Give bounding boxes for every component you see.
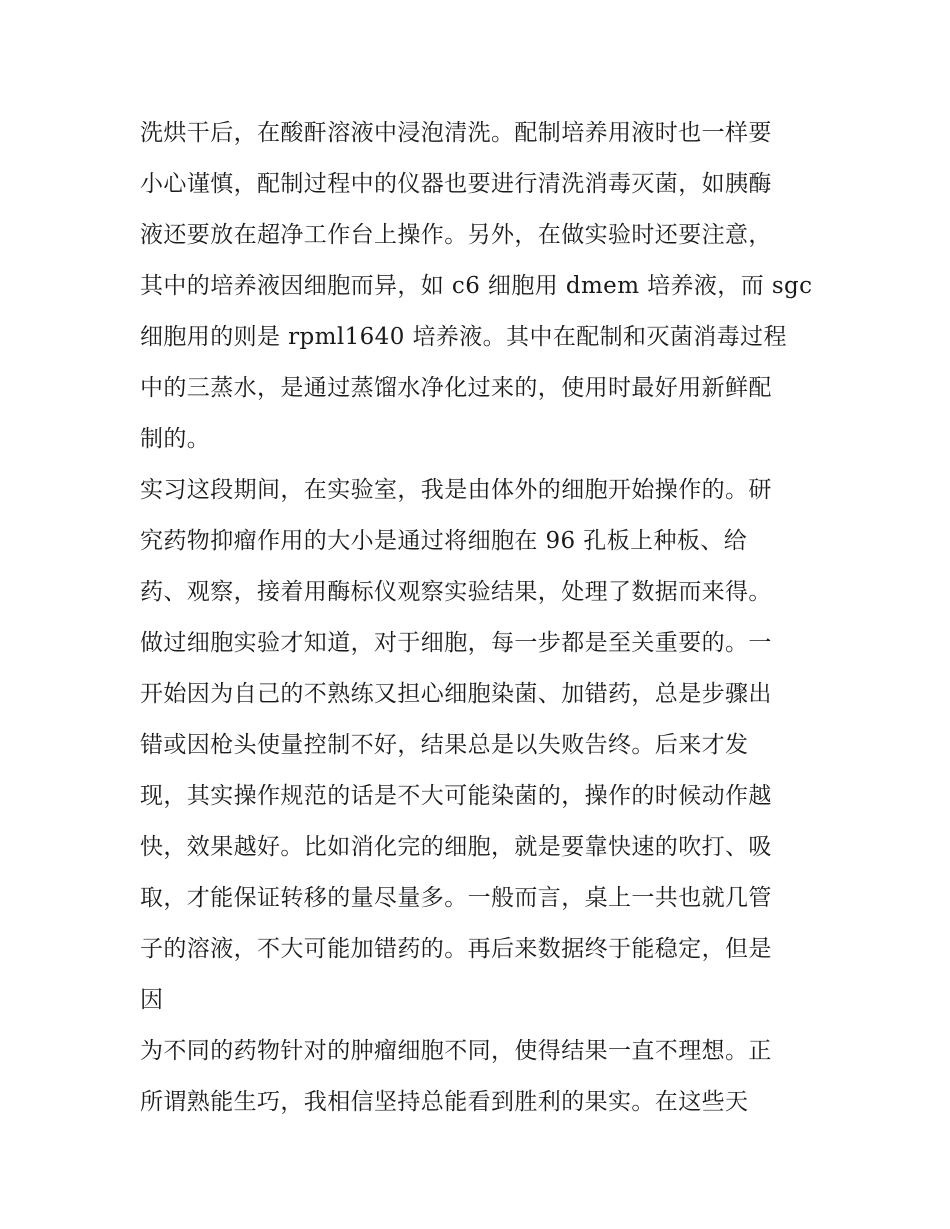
text-line: 子的溶液，不大可能加错药的。再后来数据终于能稳定，但是 xyxy=(140,936,772,962)
text-line: 现，其实操作规范的话是不大可能染菌的，操作的时候动作越 xyxy=(140,783,772,809)
text-line: 所谓熟能生巧，我相信坚持总能看到胜利的果实。在这些天 xyxy=(140,1089,749,1115)
text-line: 做过细胞实验才知道，对于细胞，每一步都是至关重要的。一 xyxy=(140,630,772,656)
text-line: 其中的培养液因细胞而异，如 c6 细胞用 dmem 培养液，而 sgc xyxy=(140,273,813,299)
text-line: 液还要放在超净工作台上操作。另外，在做实验时还要注意， xyxy=(140,222,772,248)
text-line: 究药物抑瘤作用的大小是通过将细胞在 96 孔板上种板、给 xyxy=(140,528,748,554)
text-line: 制的。 xyxy=(140,426,211,452)
text-line: 快，效果越好。比如消化完的细胞，就是要靠快速的吹打、吸 xyxy=(140,834,772,860)
text-line: 因 xyxy=(140,987,164,1013)
text-line: 取，才能保证转移的量尽量多。一般而言，桌上一共也就几管 xyxy=(140,885,772,911)
text-line: 洗烘干后，在酸酐溶液中浸泡清洗。配制培养用液时也一样要 xyxy=(140,120,772,146)
text-line: 错或因枪头使量控制不好，结果总是以失败告终。后来才发 xyxy=(140,732,749,758)
text-line: 细胞用的则是 rpml1640 培养液。其中在配制和灭菌消毒过程 xyxy=(140,324,787,350)
text-line: 中的三蒸水，是通过蒸馏水净化过来的，使用时最好用新鲜配 xyxy=(140,375,772,401)
text-line: 实习这段期间，在实验室，我是由体外的细胞开始操作的。研 xyxy=(140,477,772,503)
text-line: 为不同的药物针对的肿瘤细胞不同，使得结果一直不理想。正 xyxy=(140,1038,772,1064)
text-line: 药、观察，接着用酶标仪观察实验结果，处理了数据而来得。 xyxy=(140,579,772,605)
document-body xyxy=(140,108,812,1128)
text-line: 小心谨慎，配制过程中的仪器也要进行清洗消毒灭菌，如胰酶 xyxy=(140,171,772,197)
text-line: 开始因为自己的不熟练又担心细胞染菌、加错药，总是步骤出 xyxy=(140,681,772,707)
